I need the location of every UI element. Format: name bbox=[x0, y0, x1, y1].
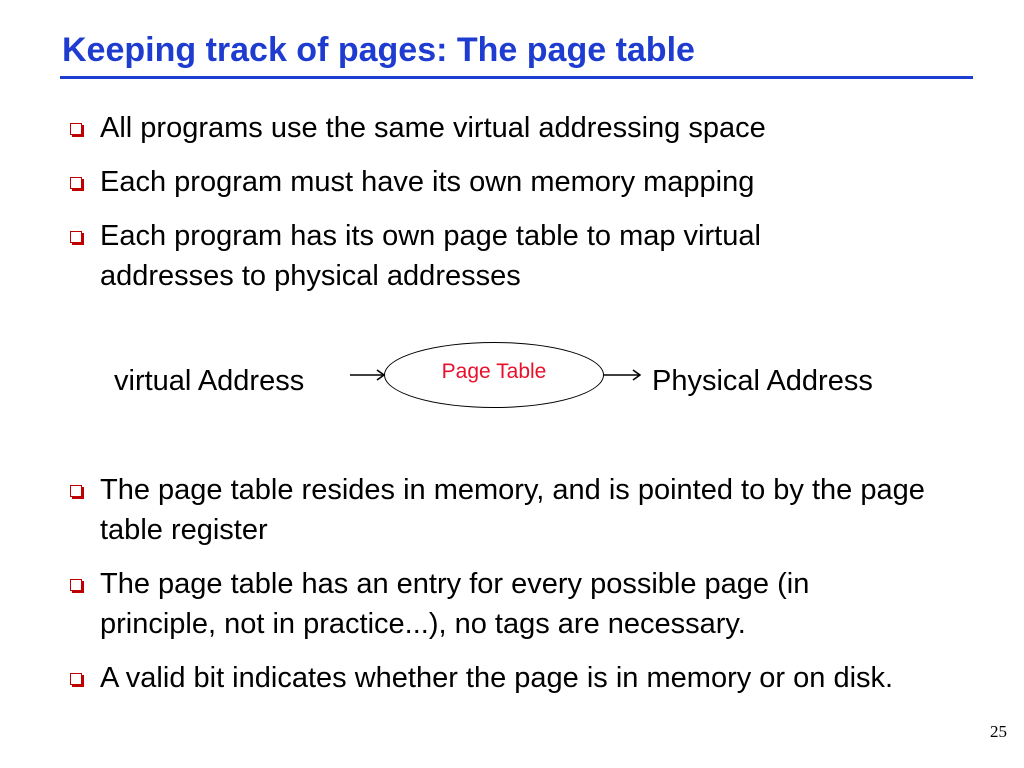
bullet-item bbox=[70, 564, 970, 644]
hollow-square-bullet-icon bbox=[70, 485, 82, 497]
page-table-diagram bbox=[0, 330, 1024, 430]
bullet-text: All programs use the same virtual addressing space bbox=[100, 112, 766, 144]
hollow-square-bullet-icon bbox=[70, 177, 82, 189]
bullet-text: Each program has its own page table to map virtual addresses to physical addresses bbox=[100, 220, 761, 292]
hollow-square-bullet-icon bbox=[70, 673, 82, 685]
page-table-label: Page Table bbox=[441, 360, 547, 383]
bullet-item bbox=[70, 216, 970, 296]
page-number: 25 bbox=[990, 722, 1007, 741]
page-table-ellipse bbox=[384, 342, 604, 408]
slide-title: Keeping track of pages: The page table bbox=[62, 31, 695, 69]
arrow-right-icon bbox=[604, 370, 640, 380]
hollow-square-bullet-icon bbox=[70, 123, 82, 135]
bullet-item bbox=[70, 470, 970, 550]
bullet-text: A valid bit indicates whether the page is in memory or on disk. bbox=[100, 662, 894, 694]
bullet-list-bottom bbox=[70, 470, 970, 712]
bullet-text: The page table resides in memory, and is pointed to by the page table register bbox=[100, 474, 925, 546]
bullet-item bbox=[70, 658, 970, 698]
bullet-text: Each program must have its own memory mapping bbox=[100, 166, 755, 198]
bullet-item bbox=[70, 162, 970, 202]
arrow-right-icon bbox=[350, 370, 384, 380]
hollow-square-bullet-icon bbox=[70, 579, 82, 591]
hollow-square-bullet-icon bbox=[70, 231, 82, 243]
bullet-text: The page table has an entry for every possible page (in principle, not in practice...), no tags are necessary. bbox=[100, 568, 810, 640]
bullet-item bbox=[70, 108, 970, 148]
title-underline bbox=[60, 76, 973, 79]
bullet-list-top bbox=[70, 108, 970, 310]
physical-address-label: Physical Address bbox=[652, 365, 873, 397]
virtual-address-label: virtual Address bbox=[114, 365, 305, 397]
